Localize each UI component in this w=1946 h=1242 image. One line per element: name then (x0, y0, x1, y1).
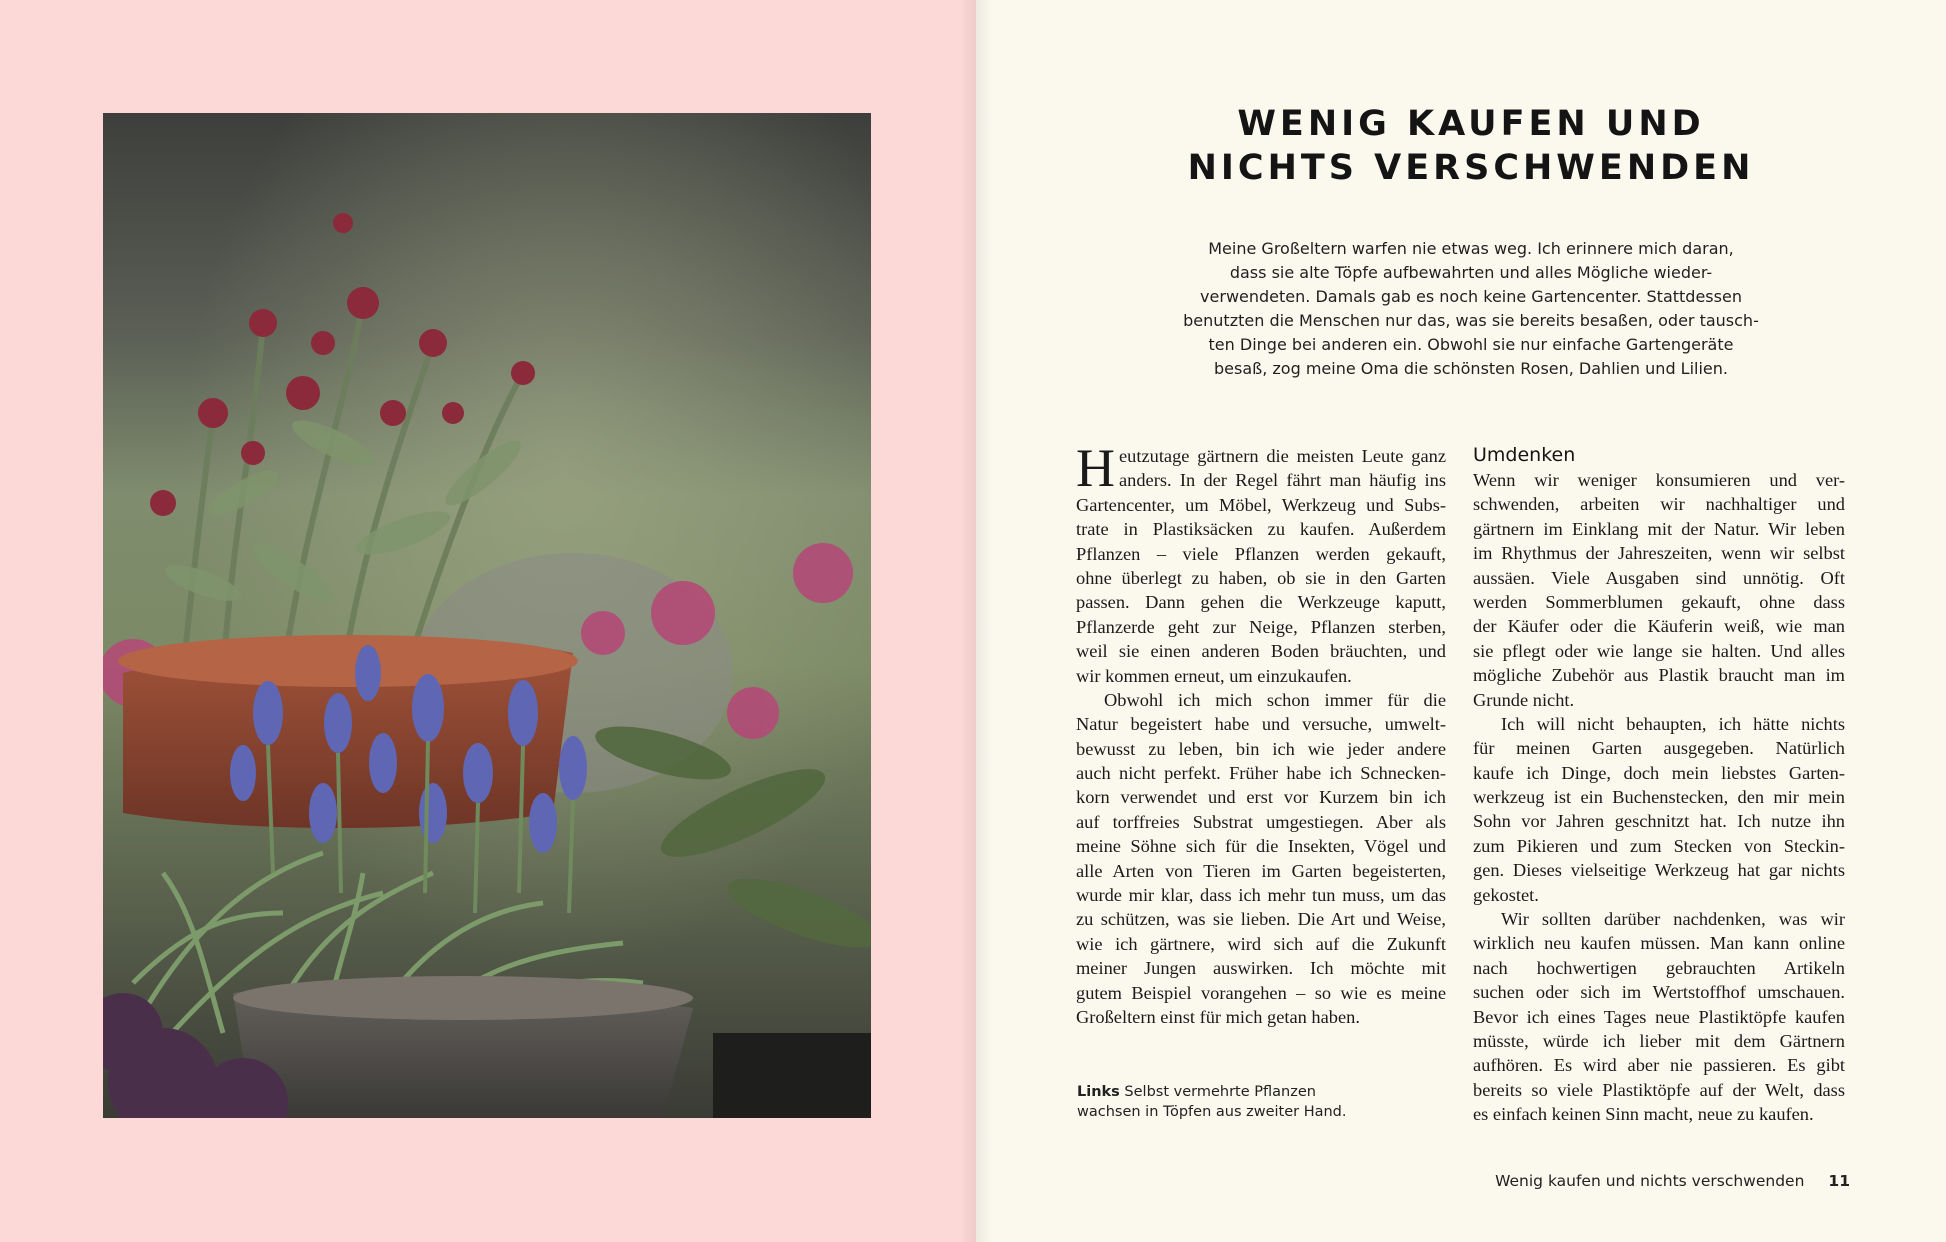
body-line: Gartencenter, um Möbel, Werkzeug und Subs- (1076, 494, 1446, 515)
body-line: im Rhythmus der Jahreszeiten, wenn wir selbst (1473, 543, 1845, 564)
body-line: suchen oder sich im Wertstoffhof umschauen. (1473, 982, 1845, 1003)
intro-paragraph (1126, 237, 1816, 381)
body-line: Bevor ich eines Tages neue Plastiktöpfe kaufen (1473, 1006, 1845, 1027)
intro-line: Meine Großeltern warfen nie etwas weg. Ich erinnere mich daran, (1208, 239, 1734, 258)
body-line: Großeltern einst für mich getan haben. (1076, 1006, 1360, 1027)
body-line: zu schützen, was sie lieben. Die Art und Weise, (1076, 909, 1446, 930)
intro-line: dass sie alte Töpfe aufbewahrten und alles Mögliche wieder- (1229, 263, 1713, 282)
running-title: Wenig kaufen und nichts verschwenden (1495, 1172, 1805, 1190)
body-line: gen. Dieses vielseitige Werkzeug hat gar nichts (1473, 860, 1845, 881)
potted-plants-illustration (103, 113, 871, 1118)
body-line: trate in Plastiksäcken zu kaufen. Außerdem (1076, 519, 1446, 540)
photo-caption (1077, 1082, 1377, 1122)
body-line: mögliche Zubehör aus Plastik braucht man im (1473, 665, 1845, 686)
body-line: wie ich gärtnere, wird sich auf die Zukunft (1076, 933, 1446, 954)
page-title (1076, 102, 1866, 190)
intro-line: besaß, zog meine Oma die schönsten Rosen, Dahlien und Lilien. (1214, 359, 1728, 378)
body-line: auch nicht perfekt. Früher habe ich Schnecken- (1076, 763, 1446, 784)
page-number: 11 (1828, 1172, 1850, 1190)
body-column-left (1076, 438, 1446, 1029)
body-line: Natur begeistert habe und versuche, umwelt- (1076, 714, 1446, 735)
body-line: gärtnern im Einklang mit der Natur. Wir leben (1473, 518, 1845, 539)
body-line: es einfach keinen Sinn macht, neue zu kaufen. (1473, 1104, 1814, 1125)
body-column-right (1473, 444, 1845, 1127)
intro-line: ten Dinge bei anderen ein. Obwohl sie nur einfache Gartengeräte (1208, 335, 1734, 354)
body-line: Wir sollten darüber nachdenken, was wir (1501, 909, 1845, 930)
body-line: bereits so viele Plastiktöpfe auf der Welt, dass (1473, 1079, 1845, 1100)
body-line: meine Söhne sich für die Insekten, Vögel und (1076, 836, 1446, 857)
drop-cap: H (1076, 438, 1115, 498)
body-line: wirklich neu kaufen müssen. Man kann online (1473, 933, 1845, 954)
caption-label: Links (1077, 1084, 1120, 1100)
body-line: aufhören. Es wird aber nie passieren. Es gibt (1473, 1055, 1845, 1076)
title-line-2: NICHTS VERSCHWENDEN (1187, 148, 1755, 188)
body-line: Grunde nicht. (1473, 689, 1575, 710)
body-line: wir kommen erneut, um einzukaufen. (1076, 665, 1352, 686)
body-line: Ich will nicht behaupten, ich hätte nichts (1501, 713, 1845, 734)
body-line: auf torffreies Substrat umgestiegen. Aber als (1076, 811, 1446, 832)
body-line: wurde mir klar, dass ich mehr tun muss, um das (1076, 885, 1446, 906)
caption-line-1: Selbst vermehrte Pflanzen (1124, 1084, 1316, 1100)
body-line: nach hochwertigen gebrauchten Artikeln (1473, 957, 1845, 978)
body-line: Obwohl ich mich schon immer für die (1104, 689, 1446, 710)
body-line: müsste, würde ich lieber mit dem Gärtnern (1473, 1030, 1845, 1051)
body-line: meiner Jungen auswirken. Ich möchte mit (1076, 958, 1446, 979)
body-line: ohne überlegt zu haben, ob sie in den Garten (1076, 567, 1446, 588)
body-line: der Käufer oder die Käuferin weiß, wie man (1473, 616, 1845, 637)
body-line: gutem Beispiel vorangehen – so wie es meine (1076, 982, 1446, 1003)
body-line: korn verwendet und erst vor Kurzem bin ich (1076, 787, 1446, 808)
body-line: werden Sommerblumen gekauft, ohne dass (1473, 591, 1845, 612)
page-footer (1300, 1172, 1850, 1190)
body-line: eutzutage gärtnern die meisten Leute ganz (1119, 446, 1446, 466)
garden-photo (103, 113, 871, 1118)
body-line: bewusst zu leben, bin ich wie jeder andere (1076, 738, 1446, 759)
body-line: Pflanzerde geht zur Neige, Pflanzen sterben, (1076, 616, 1446, 637)
body-line: sie pflegt oder wie lange sie halten. Und alles (1473, 640, 1845, 661)
body-line: zum Pikieren und zum Stecken von Steckin- (1473, 835, 1845, 856)
body-line: kaufe ich Dinge, doch mein liebstes Garten- (1473, 762, 1845, 783)
body-line: gekostet. (1473, 884, 1539, 905)
caption-line-2: wachsen in Töpfen aus zweiter Hand. (1077, 1104, 1347, 1120)
body-line: anders. In der Regel fährt man häufig ins (1119, 470, 1446, 491)
body-line: Wenn wir weniger konsumieren und ver- (1473, 470, 1845, 490)
section-subheading: Umdenken (1473, 444, 1576, 466)
body-line: werkzeug ist ein Buchenstecken, den mir mein (1473, 787, 1845, 808)
body-line: weil sie einen anderen Boden bräuchten, und (1076, 641, 1446, 662)
body-line: für meinen Garten ausgegeben. Natürlich (1473, 738, 1845, 759)
body-line: alle Arten von Tieren im Garten begeisterten, (1076, 860, 1446, 881)
body-line: Pflanzen – viele Pflanzen werden gekauft, (1076, 543, 1446, 564)
intro-line: verwendeten. Damals gab es noch keine Gartencenter. Stattdessen (1200, 287, 1742, 306)
title-line-1: WENIG KAUFEN UND (1237, 104, 1705, 144)
body-line: aussäen. Viele Ausgaben sind unnötig. Oft (1473, 567, 1845, 588)
body-line: Sohn vor Jahren geschnitzt hat. Ich nutze ihn (1473, 811, 1845, 832)
intro-line: benutzten die Menschen nur das, was sie bereits besaßen, oder tausch- (1183, 311, 1759, 330)
body-line: schwenden, arbeiten wir nachhaltiger und (1473, 494, 1845, 515)
body-line: passen. Dann gehen die Werkzeuge kaputt, (1076, 592, 1446, 613)
